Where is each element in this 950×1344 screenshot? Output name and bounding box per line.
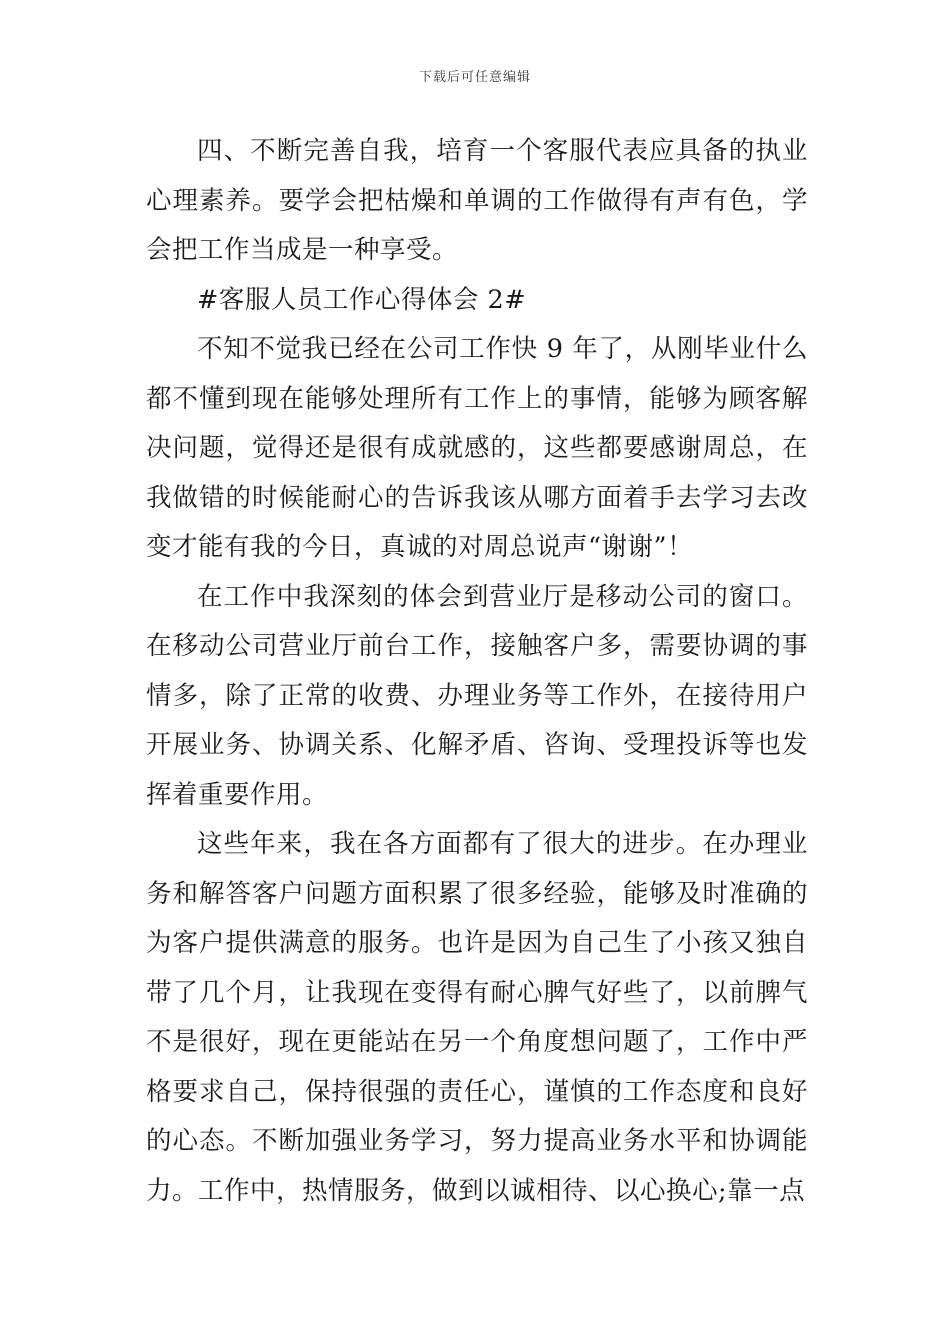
paragraph-nine-years: 不知不觉我已经在公司工作快 9 年了，从刚毕业什么都不懂到现在能够处理所有工作上的事情，能够为顾客解决问题，觉得还是很有成就感的，这些都要感谢周总，在我做错的时候能耐心的告诉我该从哪方面着手去学习去改变才能有我的今日，真诚的对周总说声“谢谢”！ (146, 334, 808, 562)
section-heading: #客服人员工作心得体会 2# (197, 284, 527, 315)
paragraph-progress: 这些年来，我在各方面都有了很大的进步。在办理业务和解答客户问题方面积累了很多经验，能够及时准确的为客户提供满意的服务。也许是因为自己生了小孩又独自带了几个月，让我现在变得有耐心脾气好些了，以前脾气不是很好，现在更能站在另一个角度想问题了，工作中严格要求自己，保持很强的责任心，谨慎的工作态度和良好的心态。不断加强业务学习，努力提高业务水平和协调能力。工作中，热情服务，做到以诚相待、以心换心;靠一点 (146, 829, 808, 1206)
document-body (146, 127, 808, 1216)
page-header: 下载后可任意编辑 (418, 70, 531, 85)
paragraph-business-hall: 在工作中我深刻的体会到营业厅是移动公司的窗口。在移动公司营业厅前台工作，接触客户多，需要协调的事情多，除了正常的收费、办理业务等工作外，在接待用户开展业务、协调关系、化解矛盾、咨询、受理投诉等也发挥着重要作用。 (146, 581, 808, 810)
paragraph-self-improvement: 四、不断完善自我，培育一个客服代表应具备的执业心理素养。要学会把枯燥和单调的工作做得有声有色，学会把工作当成是一种享受。 (146, 136, 808, 265)
